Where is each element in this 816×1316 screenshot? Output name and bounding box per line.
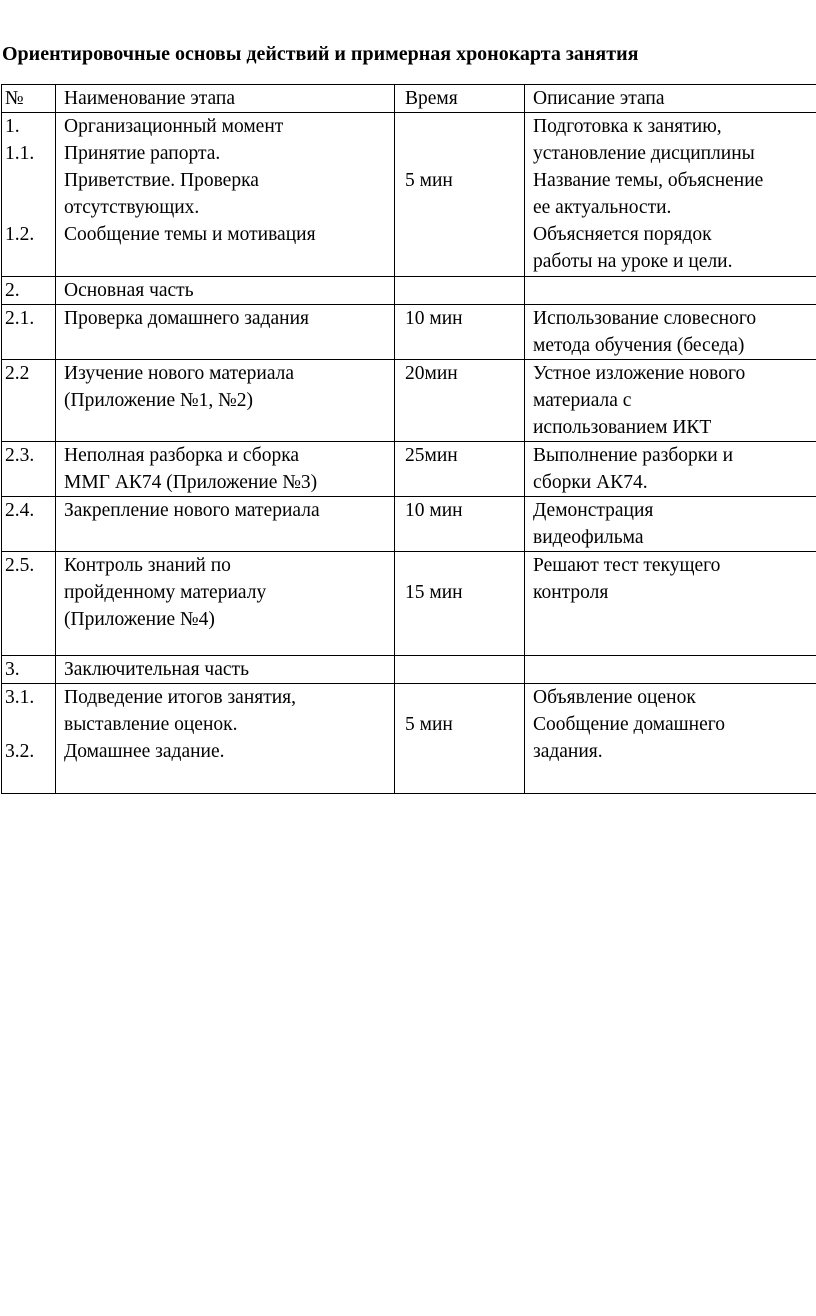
table-row bbox=[2, 277, 816, 305]
stage-name-line: Домашнее задание. bbox=[64, 741, 225, 762]
stage-description-line: материала с bbox=[533, 390, 632, 411]
stage-description-line: Устное изложение нового bbox=[533, 363, 746, 384]
stage-name-line: Неполная разборка и сборка bbox=[64, 445, 300, 466]
stage-description-line: установление дисциплины bbox=[533, 143, 755, 164]
stage-number-line bbox=[5, 711, 55, 738]
stage-time-cell: 5 мин bbox=[395, 113, 525, 277]
stage-number-cell bbox=[2, 442, 56, 497]
stage-number-cell bbox=[2, 497, 56, 552]
stage-number-line: 1. bbox=[5, 116, 20, 137]
stage-name-cell bbox=[56, 277, 395, 305]
stage-description-line: ее актуальности. bbox=[533, 197, 672, 218]
stage-description-line: работы на уроке и цели. bbox=[533, 251, 733, 272]
stage-name-line: Контроль знаний по bbox=[64, 555, 231, 576]
stage-name-line: Организационный момент bbox=[64, 116, 284, 137]
stage-description-line: видеофильма bbox=[533, 527, 644, 548]
stage-description-cell bbox=[525, 277, 816, 305]
stage-number-cell bbox=[2, 552, 56, 656]
stage-name-line: Сообщение темы и мотивация bbox=[64, 224, 316, 245]
stage-name-line: Закрепление нового материала bbox=[64, 500, 320, 521]
stage-name-line: Проверка домашнего задания bbox=[64, 308, 309, 329]
stage-name-line: ММГ АК74 (Приложение №3) bbox=[64, 472, 318, 493]
stage-number-cell bbox=[2, 360, 56, 442]
stage-name-line: Заключительная часть bbox=[64, 659, 249, 680]
stage-description-cell bbox=[525, 360, 816, 442]
stage-name-line: Приветствие. Проверка bbox=[64, 170, 259, 191]
stage-time-cell: 25мин bbox=[395, 442, 525, 497]
stage-number-line: 3. bbox=[5, 659, 20, 680]
stage-name-line: Основная часть bbox=[64, 280, 194, 301]
header-description: Описание этапа bbox=[525, 85, 816, 113]
stage-description-line: Подготовка к занятию, bbox=[533, 116, 722, 137]
stage-description-line: Использование словесного bbox=[533, 308, 757, 329]
stage-name-line: пройденному материалу bbox=[64, 582, 267, 603]
stage-description-line: Демонстрация bbox=[533, 500, 654, 521]
stage-name-cell bbox=[56, 360, 395, 442]
stage-number-line: 2. bbox=[5, 280, 20, 301]
document-title: Ориентировочные основы действий и примерная хронокарта занятия bbox=[2, 43, 639, 65]
table-row bbox=[2, 684, 816, 794]
stage-description-cell bbox=[525, 656, 816, 684]
stage-number-cell bbox=[2, 305, 56, 360]
stage-time-cell: 10 мин bbox=[395, 305, 525, 360]
stage-number-line: 1.1. bbox=[5, 143, 35, 164]
stage-number-cell bbox=[2, 684, 56, 794]
stage-time-cell bbox=[395, 656, 525, 684]
stage-name-cell bbox=[56, 684, 395, 794]
stage-number-line: 2.5. bbox=[5, 555, 35, 576]
table-row bbox=[2, 305, 816, 360]
stage-name-line: Изучение нового материала bbox=[64, 363, 295, 384]
stage-description-cell bbox=[525, 684, 816, 794]
stage-description-line: метода обучения (беседа) bbox=[533, 335, 745, 356]
stage-name-line: Принятие рапорта. bbox=[64, 143, 221, 164]
stage-number-line bbox=[5, 167, 55, 194]
stage-number-line bbox=[5, 194, 55, 221]
stage-description-line: Решают тест текущего bbox=[533, 555, 721, 576]
stage-name-line: (Приложение №1, №2) bbox=[64, 390, 253, 411]
table-row bbox=[2, 497, 816, 552]
stage-description-line: контроля bbox=[533, 582, 609, 603]
stage-description-line: Сообщение домашнего bbox=[533, 714, 726, 735]
stage-number-cell bbox=[2, 113, 56, 277]
stage-number-line: 2.1. bbox=[5, 308, 35, 329]
header-num: № bbox=[2, 85, 56, 113]
stage-name-cell bbox=[56, 113, 395, 277]
stage-name-line: Подведение итогов занятия, bbox=[64, 687, 297, 708]
stage-number-cell bbox=[2, 656, 56, 684]
stage-description-cell bbox=[525, 442, 816, 497]
stage-description-cell bbox=[525, 305, 816, 360]
header-stage-name: Наименование этапа bbox=[56, 85, 395, 113]
stage-description-line: задания. bbox=[533, 741, 603, 762]
stage-time-cell: 20мин bbox=[395, 360, 525, 442]
stage-description-line: сборки АК74. bbox=[533, 472, 648, 493]
stage-name-cell bbox=[56, 656, 395, 684]
stage-name-cell bbox=[56, 552, 395, 656]
stage-description-line: использованием ИКТ bbox=[533, 417, 712, 438]
stage-number-line: 1.2. bbox=[5, 224, 35, 245]
stage-number-line: 3.2. bbox=[5, 741, 35, 762]
stage-description-cell bbox=[525, 497, 816, 552]
stage-name-cell bbox=[56, 305, 395, 360]
stage-name-line: отсутствующих. bbox=[64, 197, 200, 218]
header-time: Время bbox=[395, 85, 525, 113]
chronocard-table bbox=[1, 84, 816, 794]
table-row bbox=[2, 360, 816, 442]
stage-name-cell bbox=[56, 442, 395, 497]
stage-time-cell: 5 мин bbox=[395, 684, 525, 794]
stage-time-cell bbox=[395, 277, 525, 305]
table-header-row bbox=[2, 85, 816, 113]
stage-description-line: Объявление оценок bbox=[533, 687, 696, 708]
table-row bbox=[2, 442, 816, 497]
stage-time-cell: 10 мин bbox=[395, 497, 525, 552]
stage-time-cell: 15 мин bbox=[395, 552, 525, 656]
stage-name-line: (Приложение №4) bbox=[64, 609, 215, 630]
stage-number-line: 3.1. bbox=[5, 687, 35, 708]
stage-number-cell bbox=[2, 277, 56, 305]
stage-number-line: 2.2 bbox=[5, 363, 30, 384]
stage-name-cell bbox=[56, 497, 395, 552]
stage-description-cell bbox=[525, 113, 816, 277]
stage-description-cell bbox=[525, 552, 816, 656]
stage-number-line: 2.3. bbox=[5, 445, 35, 466]
table-row bbox=[2, 552, 816, 656]
stage-number-line: 2.4. bbox=[5, 500, 35, 521]
table-row bbox=[2, 656, 816, 684]
stage-description-line: Выполнение разборки и bbox=[533, 445, 734, 466]
stage-description-line: Объясняется порядок bbox=[533, 224, 712, 245]
stage-name-line: выставление оценок. bbox=[64, 714, 238, 735]
stage-description-line: Название темы, объяснение bbox=[533, 170, 764, 191]
table-row bbox=[2, 113, 816, 277]
